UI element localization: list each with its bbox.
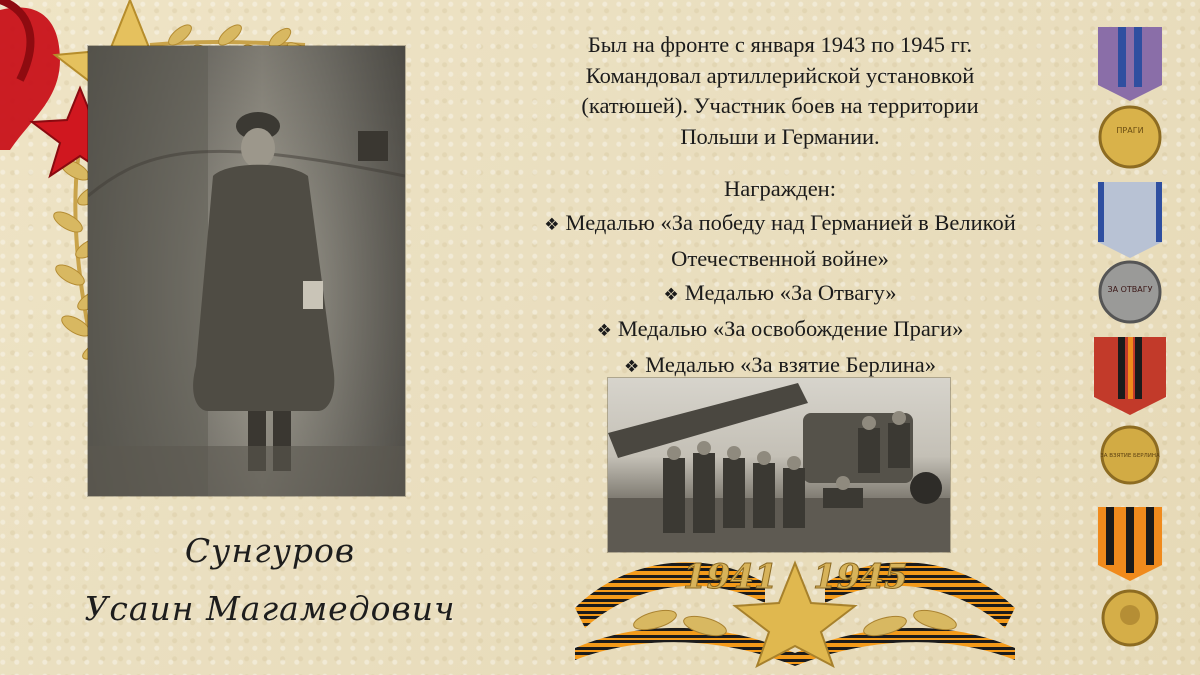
prague-medal [1088,25,1172,180]
victory-medal [1088,505,1172,660]
awards-list [440,172,1120,384]
katyusha-crew-group-photo [608,378,950,552]
bio-line: Был на фронте с января 1943 по 1945 гг. [587,32,973,57]
awards-heading: Награжден: [724,176,836,201]
award-item-continuation: Отечественной войне» [671,246,889,271]
veteran-name [60,522,480,638]
valor-medal [1088,180,1172,335]
diamond-bullet-icon: ❖ [623,357,640,377]
bio-line: Польши и Германии. [680,123,880,149]
award-item: ❖ Медалью «За победу над Германией в Великой [544,210,1016,235]
biography-text [470,30,1090,152]
bio-line: (катюшей). Участник боев на территории [581,93,979,118]
year-end: 1945 [813,557,908,597]
award-item: ❖ Медалью «За взятие Берлина» [623,352,937,377]
soldier-portrait-photo [88,46,405,496]
berlin-medal [1088,335,1172,490]
surname: Сунгуров [184,531,356,570]
diamond-bullet-icon: ❖ [663,285,679,305]
medal-inscription: ЗА ОТВАГУ [1107,285,1153,294]
diamond-bullet-icon: ❖ [596,321,612,341]
award-item: ❖ Медалью «За освобождение Праги» [596,316,964,341]
diamond-bullet-icon: ❖ [544,215,560,235]
given-names: Усаин Магамедович [84,589,456,628]
medal-inscription: ЗА ВЗЯТИЕ БЕРЛИНА [1100,453,1160,459]
award-item: ❖ Медалью «За Отвагу» [663,280,897,305]
bio-line: Командовал артиллерийской установкой [585,62,975,88]
medal-inscription: ПРАГИ [1116,126,1144,135]
year-start: 1941 [683,557,778,597]
victory-banner [565,548,1025,668]
